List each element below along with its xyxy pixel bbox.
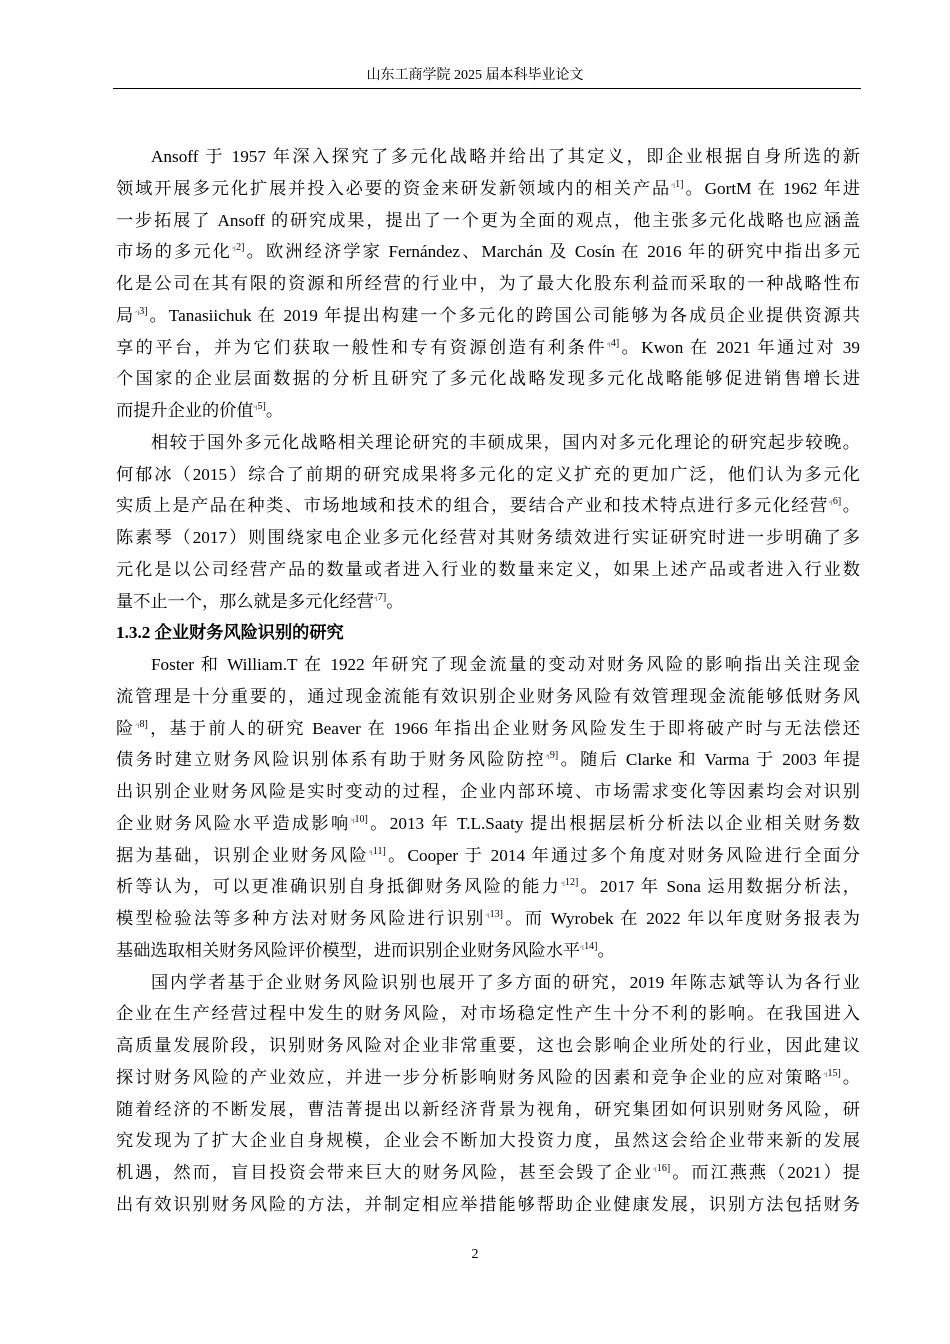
text-run: 。Cooper 于 2014 年通过多个角度对财务风险进行全面分 [385,845,860,865]
text-run: Foster 和 William.T 在 1922 年研究了现金流量的变动对财务风险的影响指出关注现金 [151,655,860,674]
text-run: 。 [265,401,284,420]
text-run: 债务时建立财务风险识别体系有助于财务风险防控 [116,750,546,770]
citation-ref: ^[4] [606,337,620,349]
text-run: 国内学者基于企业财务风险识别也展开了多方面的研究，2019 年陈志斌等认为各行业 [151,972,860,992]
citation-ref: ^[12] [561,877,579,889]
text-line [116,268,860,300]
text-run: 。 [597,940,615,960]
text-run: 领域开展多元化扩展并投入必要的资金来研发新领域内的相关产品 [116,178,672,198]
text-run: 1.3.2 企业财务风险识别的研究 [116,623,344,643]
text-line [116,300,860,332]
text-line [116,1062,860,1094]
text-line [116,205,860,237]
text-line [116,617,860,649]
citation-ref: ^[15] [823,1067,841,1079]
text-line [116,1189,860,1221]
paragraph [116,967,860,1221]
text-run: 随着经济的不断发展，曹洁菁提出以新经济背景为视角，研究集团如何识别财务风险，研 [116,1099,860,1119]
citation-ref: ^[11] [368,845,386,857]
text-run: 。 [840,1067,860,1087]
text-line [116,903,860,935]
text-run: 出有效识别财务风险的方法，并制定相应举措能够帮助企业健康发展，识别方法包括财务 [116,1194,860,1214]
text-run: 究发现为了扩大企业自身规模，企业会不断加大投资力度，虽然这会给企业带来新的发展 [116,1131,860,1151]
text-line [116,1030,860,1062]
text-line [116,967,860,999]
text-run: 。随后 Clarke 和 Varma 于 2003 年提 [558,750,860,770]
text-run: 流管理是十分重要的，通过现金流能有效识别企业财务风险有效管理现金流能够低财务风 [116,686,860,706]
text-run: 。2017 年 Sona 运用数据分析法， [578,877,860,897]
text-run: 基础选取相关财务风险评价模型，进而识别企业财务风险水平 [116,940,581,960]
text-run: 。Tanasiichuk 在 2019 年提出构建一个多元化的跨国公司能够为各成员企业提供资源共 [147,305,860,325]
text-run: 。而江燕燕（2021）提 [670,1163,860,1182]
text-run: 析等认为，可以更准确识别自身抵御财务风险的能力 [116,877,562,897]
text-line [116,744,860,776]
text-run: 模型检验法等多种方法对财务风险进行识别 [116,909,486,928]
text-line [116,554,860,586]
text-run: 个国家的企业层面数据的分析且研究了多元化战略发现多元化战略能够促进销售增长进 [116,369,860,389]
text-run: 相较于国外多元化战略相关理论研究的丰硕成果，国内对多元化理论的研究起步较晚。 [151,432,860,452]
page-header: 山东工商学院 2025 届本科毕业论文 [366,68,584,83]
text-run: 何郁冰（2015）综合了前期的研究成果将多元化的定义扩充的更加广泛，他们认为多元化 [116,464,860,484]
text-line [116,808,860,840]
text-run: 市场的多元化 [116,242,233,262]
text-run: 。 [386,591,404,611]
text-run: 。欧洲经济学家 Fernández、Marchán 及 Cosín 在 2016 年的研究中指出多元 [244,242,860,262]
text-line [116,427,860,459]
text-run: Ansoff 于 1957 年深入探究了多元化战略并给出了其定义，即企业根据自身所选的新 [151,147,860,166]
paragraph [116,141,860,427]
text-run: 据为基础，识别企业财务风险 [116,845,369,865]
text-line [116,649,860,681]
text-run: 探讨财务风险的产业效应，并进一步分析影响财务风险的因素和竞争企业的应对策略 [116,1067,824,1087]
text-run: 企业在生产经营过程中发生的财务风险，对市场稳定性产生十分不利的影响。在我国进入 [116,1004,860,1024]
citation-ref: ^[3] [135,305,148,317]
text-run: 企业财务风险水平造成影响 [116,813,351,833]
text-run: 局 [116,305,136,325]
document-body [116,141,860,1221]
citation-ref: ^[5] [253,401,266,412]
text-run: 而提升企业的价值 [116,401,254,420]
header-rule [113,88,861,89]
text-run: 。而 Wyrobek 在 2022 年以年度财务报表为 [503,909,860,928]
text-line [116,395,860,427]
text-line [116,776,860,808]
text-run: ，基于前人的研究 Beaver 在 1966 年指出企业财务风险发生于即将破产时与无法偿还 [147,718,860,738]
text-line [116,713,860,745]
citation-ref: ^[8] [135,718,148,730]
text-line [116,363,860,395]
text-line [116,522,860,554]
text-run: 险 [116,718,136,738]
text-run: 化是公司在其有限的资源和所经营的行业中，为了最大化股东利益而采取的一种战略性布 [116,274,860,293]
text-line [116,1157,860,1189]
citation-ref: ^[13] [485,909,503,920]
paragraph [116,427,860,618]
text-line [116,173,860,205]
text-line [116,586,860,618]
citation-ref: ^[1] [671,178,684,190]
text-line [116,935,860,967]
text-run: 陈素琴（2017）则围绕家电企业多元化经营对其财务绩效进行实证研究时进一步明确了多 [116,528,860,547]
paragraph [116,649,860,967]
text-run: 实质上是产品在种类、市场地域和技术的组合，要结合产业和技术特点进行多元化经营 [116,496,829,516]
citation-ref: ^[6] [828,496,842,508]
text-run: 。Kwon 在 2021 年通过对 39 [619,337,860,357]
text-run: 元化是以公司经营产品的数量或者进入行业的数量来定义，如果上述产品或者进入行业数 [116,559,860,579]
citation-ref: ^[9] [545,750,559,762]
citation-ref: ^[10] [350,813,368,825]
text-run: 。2013 年 T.L.Saaty 提出根据层析分析法以企业相关财务数 [367,813,860,833]
text-line [116,871,860,903]
text-line [116,840,860,872]
citation-ref: ^[16] [652,1163,671,1174]
text-line [116,681,860,713]
text-line [116,1094,860,1126]
text-run: 机遇，然而，盲目投资会带来巨大的财务风险，甚至会毁了企业 [116,1163,653,1182]
citation-ref: ^[2] [232,242,245,254]
text-run: 量不止一个，那么就是多元化经营 [116,591,374,611]
text-line [116,459,860,491]
text-run: 高质量发展阶段，识别财务风险对企业非常重要，这也会影响企业所处的行业，因此建议 [116,1036,860,1055]
text-line [116,332,860,364]
text-run: 一步拓展了 Ansoff 的研究成果，提出了一个更为全面的观点，他主张多元化战略也应涵盖 [116,210,860,230]
text-line [116,236,860,268]
citation-ref: ^[14] [580,940,598,952]
text-run: 出识别企业财务风险是实时变动的过程，企业内部环境、市场需求变化等因素均会对识别 [116,782,860,801]
text-line [116,490,860,522]
text-run: 享的平台，并为它们获取一般性和专有资源创造有利条件 [116,337,607,357]
section-heading [116,617,860,649]
page-number: 2 [471,1247,479,1262]
citation-ref: ^[7] [373,591,387,603]
text-line [116,141,860,173]
text-line [116,1125,860,1157]
text-run: 。 [841,496,860,516]
text-line [116,998,860,1030]
text-run: 。GortM 在 1962 年进 [683,178,860,198]
